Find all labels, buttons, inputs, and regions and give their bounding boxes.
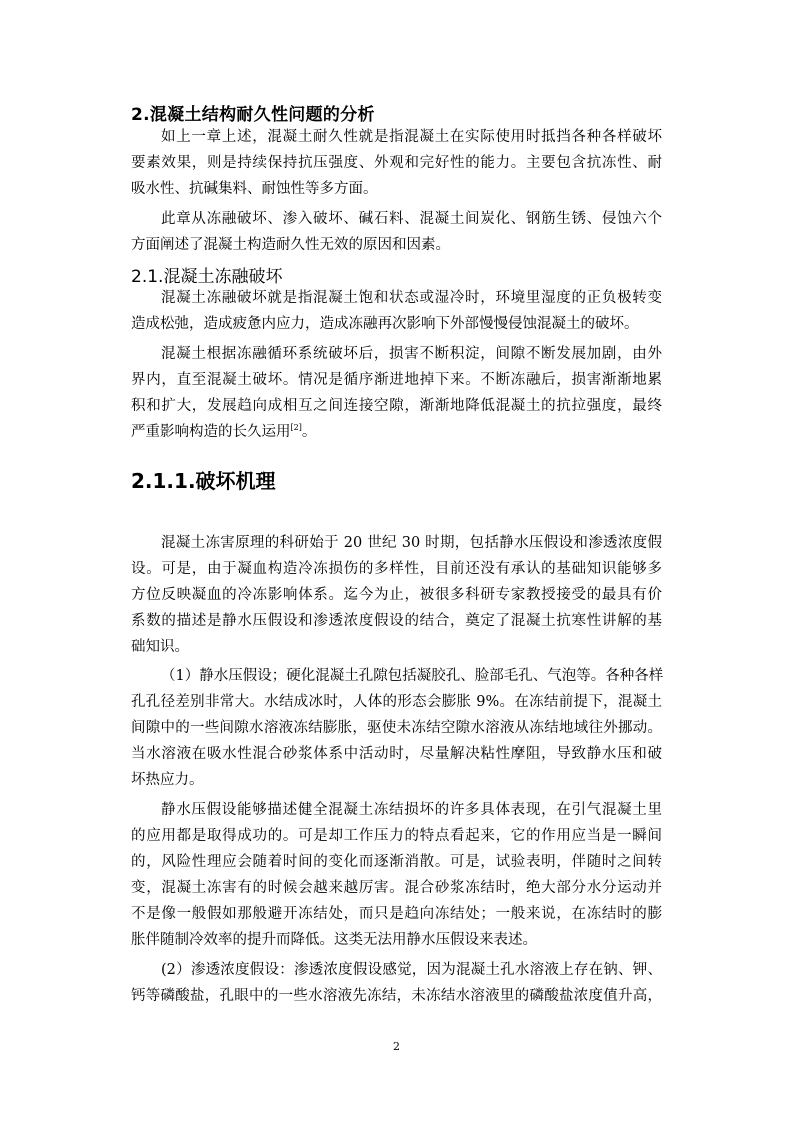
freeze-paragraph-1 [131, 285, 662, 337]
page-number: 2 [393, 1040, 400, 1053]
citation-ref: [2] [290, 423, 302, 432]
text-line: 积和扩大，发展趋向成相互之间连接空隙，渐渐地降低混凝土的抗拉强度，最终 [131, 398, 662, 414]
text-line: 础知识。 [131, 639, 189, 655]
text-line: 胀伴随制冷效率的提升而降低。这类无法用静水压假设来表述。 [131, 932, 537, 948]
text-line: 设。可是，由于凝血构造冷冻损伤的多样性，目前还没有承认的基础知识能够多 [131, 561, 662, 577]
subsection-heading: 2.1.混凝土冻融破坏 [131, 267, 283, 287]
text-line: 静水压假设能够描述健全混凝土冻结损坏的许多具体表现，在引气混凝土里 [161, 802, 662, 818]
text-line: 系数的描述是静水压假设和渗透浓度假设的结合，奠定了混凝土抗寒性讲解的基 [131, 613, 662, 629]
text-line: 混凝土冻害原理的科研始于 20 世纪 30 时期，包括静水压假设和渗透浓度假 [161, 535, 662, 551]
text-line: 混凝土根据冻融循环系统破坏后，损害不断积淀，间隙不断发展加剧，由外 [161, 346, 662, 362]
intro-paragraph-1 [131, 124, 662, 202]
text-line: (2）渗透浓度假设：渗透浓度假设感觉，因为混凝土孔水溶液上存在钠、钾、 [161, 962, 662, 978]
intro-paragraph-2 [131, 206, 662, 258]
subsubsection-heading: 2.1.1.破坏机理 [131, 469, 276, 493]
freeze-paragraph-2 [131, 341, 662, 445]
text-line: 的应用都是取得成功的。可是却工作压力的特点看起来，它的作用应当是一瞬间 [131, 828, 662, 844]
text-line: 孔孔径差别非常大。水结成冰时，人体的形态会膨胀 9%。在冻结前提下，混凝土 [131, 694, 662, 710]
text-line: 当水溶液在吸水性混合砂浆体系中活动时，尽量解决粘性摩阻，导致静水压和破 [131, 746, 662, 762]
text-line: 的，风险性理应会随着时间的变化而逐渐消散。可是，试验表明，伴随时之间转 [131, 854, 662, 870]
text-line: 间隙中的一些间隙水溶液冻结膨胀，驱使未冻结空隙水溶液从冻结地域往外挪动。 [131, 720, 662, 736]
text-line: 混凝土冻融破坏就是指混凝土饱和状态或湿冷时，环境里湿度的正负极转变 [161, 290, 662, 306]
text-line: 方面阐述了混凝土构造耐久性无效的原因和因素。 [131, 237, 450, 253]
text-line: 变，混凝土冻害有的时候会越来越厉害。混合砂浆冻结时，绝大部分水分运动并 [131, 880, 662, 896]
mechanism-paragraph-1 [131, 530, 662, 660]
text-line: 造成松弛，造成疲惫内应力，造成冻融再次影响下外部慢慢侵蚀混凝土的破坏。 [131, 316, 639, 332]
mechanism-paragraph-2 [131, 663, 662, 793]
mechanism-paragraph-3 [131, 797, 662, 953]
text-line: （1）静水压假设；硬化混凝土孔隙包括凝胶孔、脸部毛孔、气泡等。各种各样 [161, 668, 664, 684]
text-line: 钙等磷酸盐，孔眼中的一些水溶液先冻结，未冻结水溶液里的磷酸盐浓度值升高， [131, 988, 662, 1004]
text-line: 吸水性、抗碱集料、耐蚀性等多方面。 [131, 181, 378, 197]
text-fragment: 严重影响构造的长久运用 [131, 424, 291, 440]
text-line: 方位反映凝血的冷冻影响体系。迄今为止，被很多科研专家教授接受的最具有价 [131, 587, 662, 603]
text-line: 此章从冻融破坏、渗入破坏、碱石料、混凝土间炭化、钢筋生锈、侵蚀六个 [161, 211, 662, 227]
text-line: 界内，直至混凝土破坏。情况是循序渐进地掉下来。不断冻融后，损害渐渐地累 [131, 372, 662, 388]
text-fragment: 。 [301, 424, 317, 440]
text-line-with-citation [131, 419, 662, 445]
mechanism-paragraph-4 [131, 957, 662, 1009]
text-line: 要素效果，则是持续保持抗压强度、外观和完好性的能力。主要包含抗冻性、耐 [131, 155, 662, 171]
text-line: 如上一章上述，混凝土耐久性就是指混凝土在实际使用时抵挡各种各样破坏 [161, 129, 662, 145]
text-line: 坏热应力。 [131, 772, 204, 788]
text-line: 不是像一般假如那般避开冻结处，而只是趋向冻结处；一般来说，在冻结时的膨 [131, 906, 662, 922]
section-heading: 2.混凝土结构耐久性问题的分析 [131, 105, 375, 125]
